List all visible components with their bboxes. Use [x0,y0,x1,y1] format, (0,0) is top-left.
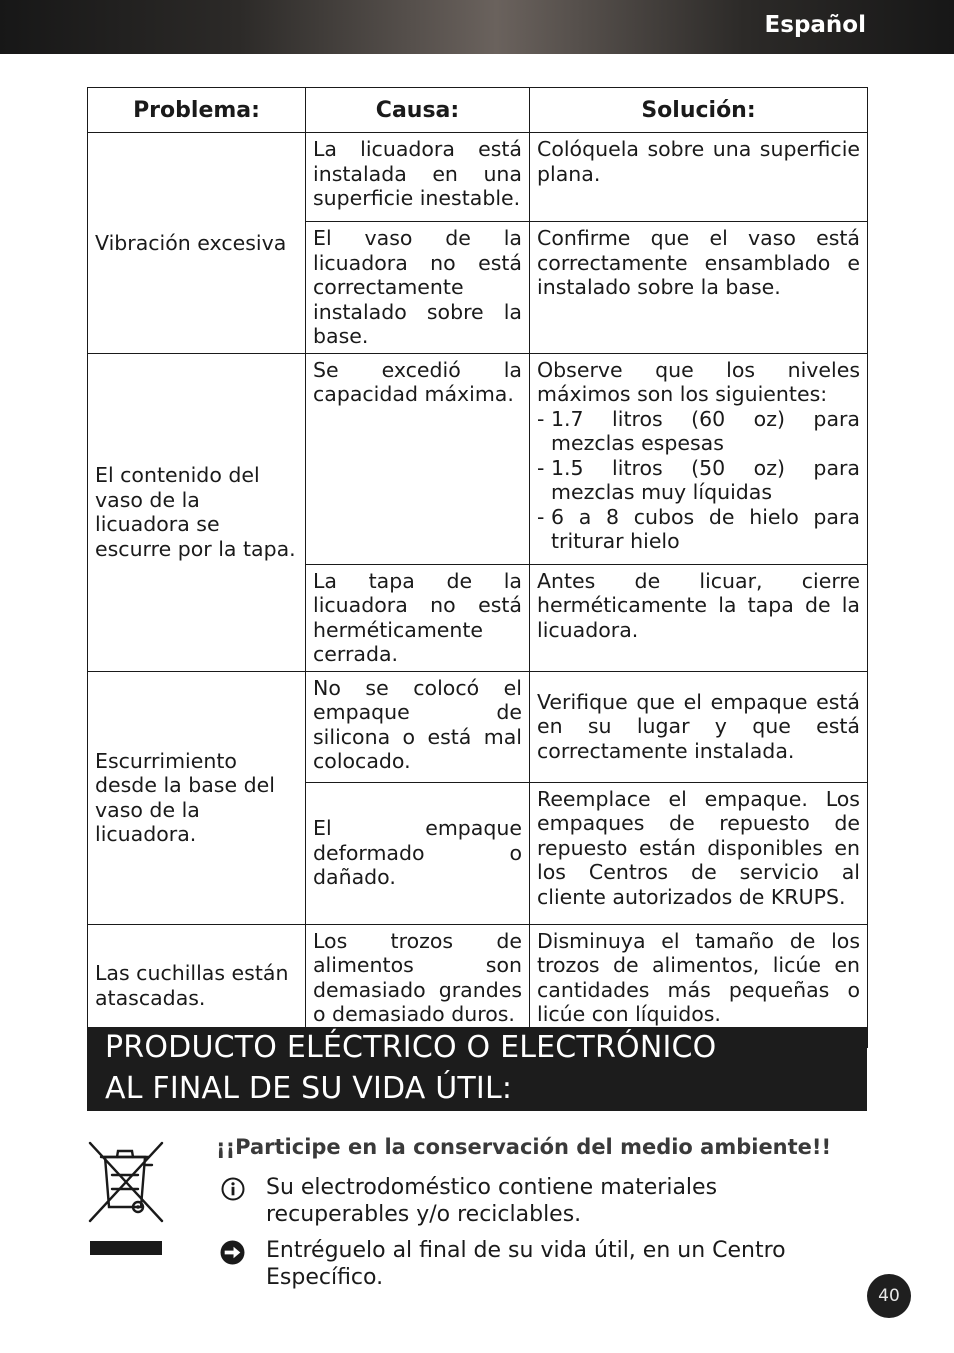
info-circle-icon [221,1177,245,1201]
cause-cell: Se excedió la capacidad máxima. [306,353,530,564]
eco-item-text: Entréguelo al final de su vida útil, en un Centro Específico. [266,1238,786,1290]
solution-cell: Confirme que el vaso está correctamente ensamblado e instalado sobre la base. [530,222,868,354]
list-item-text: 1.7 litros (60 oz) para mezclas espesas [551,406,860,455]
list-item-text: 6 a 8 cubos de hielo para triturar hielo [551,504,860,553]
problem-cell: Escurrimiento desde la base del vaso de la licuadora. [88,671,306,924]
solution-cell [530,353,868,564]
arrow-circle-icon [220,1240,245,1265]
list-item: - 1.5 litros (50 oz) para mezclas muy líquidas [537,455,860,504]
list-item-text: 1.5 litros (50 oz) para mezclas muy líquidas [551,455,860,504]
solution-intro: Observe que los niveles máximos son los siguientes: [537,357,860,406]
problem-cell: El contenido del vaso de la licuadora se escurre por la tapa. [88,353,306,671]
list-item: - 1.7 litros (60 oz) para mezclas espesas [537,406,860,455]
bin-underline-bar [90,1241,162,1255]
header-cause: Causa: [306,88,530,133]
table-header-row [88,88,868,133]
header-problem: Problema: [88,88,306,133]
cause-cell: El vaso de la licuadora no está correctamente instalado sobre la base. [306,222,530,354]
problem-cell: Las cuchillas están atascadas. [88,924,306,1047]
cause-cell: Los trozos de alimentos son demasiado grandes o demasiado duros. [306,924,530,1047]
table-row [88,133,868,222]
solution-cell: Disminuya el tamaño de los trozos de alimentos, licúe en cantidades más pequeñas o licúe con líquidos. [530,924,868,1047]
language-label: Español [764,12,866,38]
cause-cell: La licuadora está instalada en una superficie inestable. [306,133,530,222]
section-banner [87,1027,867,1111]
list-item: - 6 a 8 cubos de hielo para triturar hielo [537,504,860,553]
section-title-line1: PRODUCTO ELÉCTRICO O ELECTRÓNICO [105,1030,717,1065]
table-row [88,671,868,782]
capacity-list [537,407,860,554]
header-solution: Solución: [530,88,868,133]
solution-cell: Verifique que el empaque está en su lugar y que está correctamente instalada. [530,671,868,782]
page-number: 40 [867,1274,911,1318]
troubleshooting-table [87,87,868,1048]
solution-cell: Colóquela sobre una superficie plana. [530,133,868,222]
table-row [88,353,868,564]
solution-cell: Reemplace el empaque. Los empaques de repuesto de repuesto están disponibles en los Centros de servicio al cliente autorizados de KRUPS. [530,782,868,924]
section-title-line2: AL FINAL DE SU VIDA ÚTIL: [105,1071,513,1106]
crossed-bin-icon [88,1141,164,1225]
cause-cell: No se colocó el empaque de silicona o está mal colocado. [306,671,530,782]
problem-cell: Vibración excesiva [88,133,306,354]
eco-item-text: Su electrodoméstico contiene materiales recuperables y/o reciclables. [266,1175,718,1227]
eco-title: ¡¡Participe en la conservación del medio ambiente!! [216,1135,832,1159]
cause-cell: El empaque deformado o dañado. [306,782,530,924]
cause-cell: La tapa de la licuadora no está herméticamente cerrada. [306,564,530,671]
solution-cell: Antes de licuar, cierre herméticamente la tapa de la licuadora. [530,564,868,671]
